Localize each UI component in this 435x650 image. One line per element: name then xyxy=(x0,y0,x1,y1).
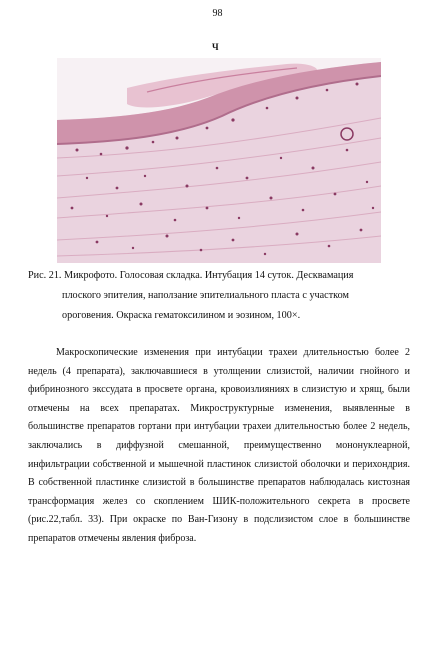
caption-line-1 xyxy=(28,266,400,286)
caption-line-2: плоского эпителия, наползание эпителиального пласта с участком xyxy=(62,290,349,301)
micrograph-image xyxy=(57,58,381,263)
page-number: 98 xyxy=(212,8,223,19)
caption-prefix: Рис. 21. xyxy=(28,270,62,281)
caption-line-3: ороговения. Окраска гематоксилином и эозином, 100×. xyxy=(62,310,301,321)
caption-text-1: Микрофото. Голосовая складка. Интубация 14 суток. Десквамация xyxy=(64,270,354,281)
page-mark: Ч xyxy=(212,42,219,52)
figure-caption xyxy=(28,266,400,326)
body-paragraph: Макроскопические изменения при интубации трахеи длительностью более 2 недель (4 препарата), заключавшиеся в утолщении слизистой, наличии гнойного и фибринозного экссудата в просвете органа, кровоизлияниях в слизистую и хрящ, были отмечены на всех препаратах. Микроструктурные изменения, выявленные в большинстве препаратов гортани при интубации трахеи длительностью более 2 недель, заключались в диффузной смешанной, преимущественно мононуклеарной, инфильтрации собственной и мышечной пластинок слизистой оболочки и перихондрия. В собственной пластинке слизистой в большинстве препаратов наблюдалась кистозная трансформация желез со скоплением ШИК-положительного секрета в просвете (рис.22,табл. 33). При окраске по Ван-Гизону в подслизистом слое в большинстве препаратов отмечены явления фиброза. xyxy=(28,347,410,544)
